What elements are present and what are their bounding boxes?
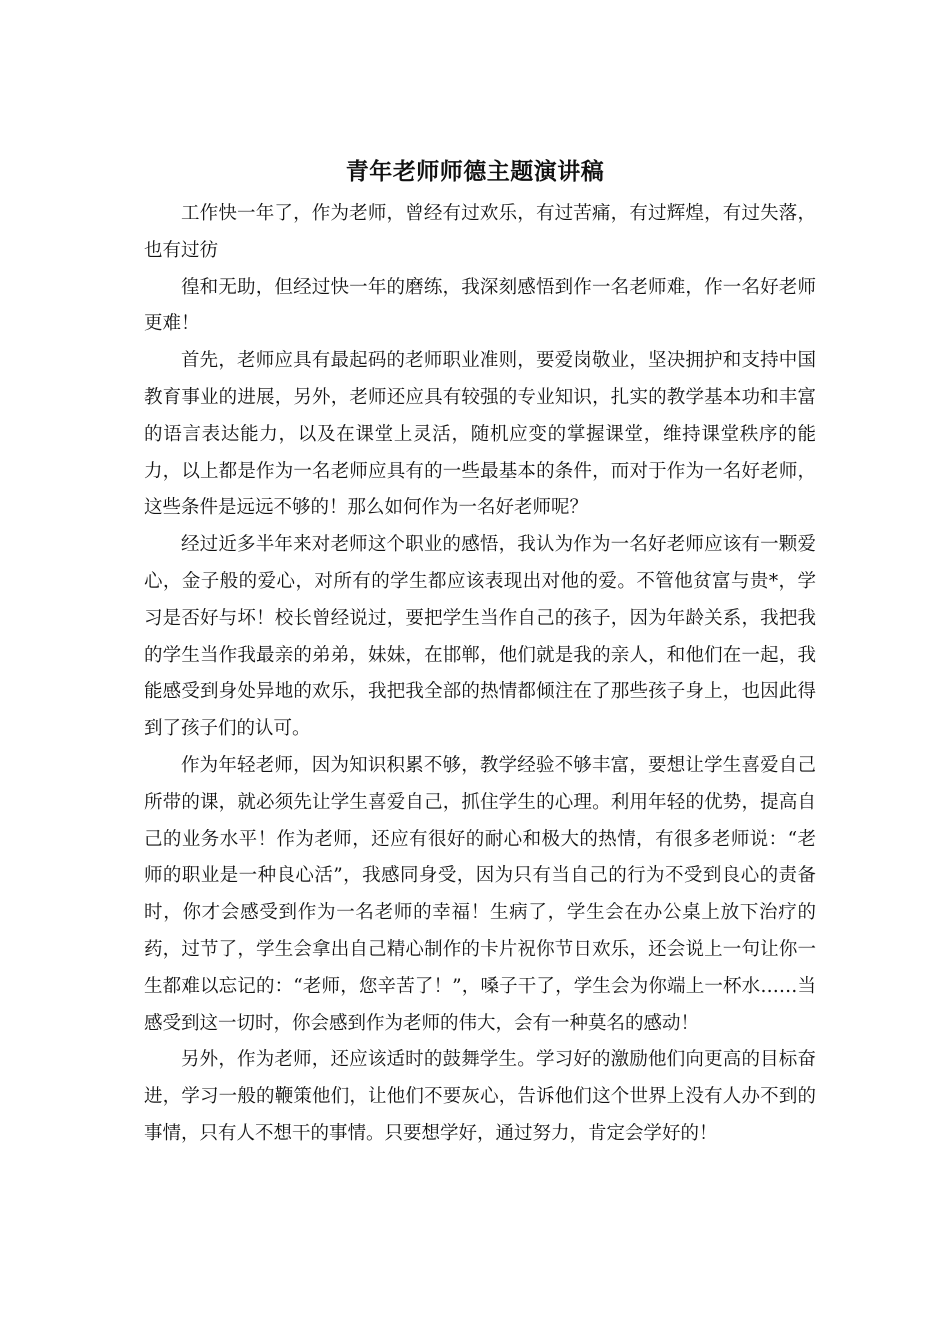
paragraph-4: 经过近多半年来对老师这个职业的感悟，我认为作为一名好老师应该有一颗爱心，金子般的爱心，对所有的学生都应该表现出对他的爱。不管他贫富与贵*，学习是否好与坏！校长曾经说过，要把学生当作自己的孩子，因为年龄关系，我把我的学生当作我最亲的弟弟，妹妹，在邯郸，他们就是我的亲人，和他们在一起，我能感受到身处异地的欢乐，我把我全部的热情都倾注在了那些孩子身上，也因此得到了孩子们的认可。 [144, 534, 816, 740]
document-title: 青年老师师德主题演讲稿 [345, 158, 605, 185]
paragraph-6: 另外，作为老师，还应该适时的鼓舞学生。学习好的激励他们向更高的目标奋进，学习一般的鞭策他们，让他们不要灰心，告诉他们这个世界上没有人办不到的事情，只有人不想干的事情。只要想学好，通过努力，肯定会学好的！ [144, 1049, 816, 1144]
paragraph-1: 工作快一年了，作为老师，曾经有过欢乐，有过苦痛，有过辉煌，有过失落，也有过彷 [144, 203, 816, 261]
paragraph-2: 徨和无助，但经过快一年的磨练，我深刻感悟到作一名老师难，作一名好老师更难！ [144, 276, 816, 335]
paragraph-5: 作为年轻老师，因为知识积累不够，教学经验不够丰富，要想让学生喜爱自己所带的课，就必须先让学生喜爱自己，抓住学生的心理。利用年轻的优势，提高自己的业务水平！作为老师，还应有很好的耐心和极大的热情，有很多老师说：“老师的职业是一种良心活”，我感同身受，因为只有当自己的行为不受到良心的责备时，你才会感受到作为一名老师的幸福！生病了，学生会在办公桌上放下治疗的药，过节了，学生会拿出自己精心制作的卡片祝你节日欢乐，还会说上一句让你一生都难以忘记的：“老师，您辛苦了！”，嗓子干了，学生会为你端上一杯水……当感受到这一切时，你会感到作为老师的伟大，会有一种莫名的感动！ [144, 754, 816, 1034]
paragraph-3: 首先，老师应具有最起码的老师职业准则，要爱岗敬业，坚决拥护和支持中国教育事业的进展，另外，老师还应具有较强的专业知识，扎实的教学基本功和丰富的语言表达能力，以及在课堂上灵活，随机应变的掌握课堂，维持课堂秩序的能力，以上都是作为一名老师应具有的一些最基本的条件，而对于作为一名好老师，这些条件是远远不够的！那么如何作为一名好老师呢？ [144, 350, 816, 519]
document-body [144, 196, 816, 1153]
